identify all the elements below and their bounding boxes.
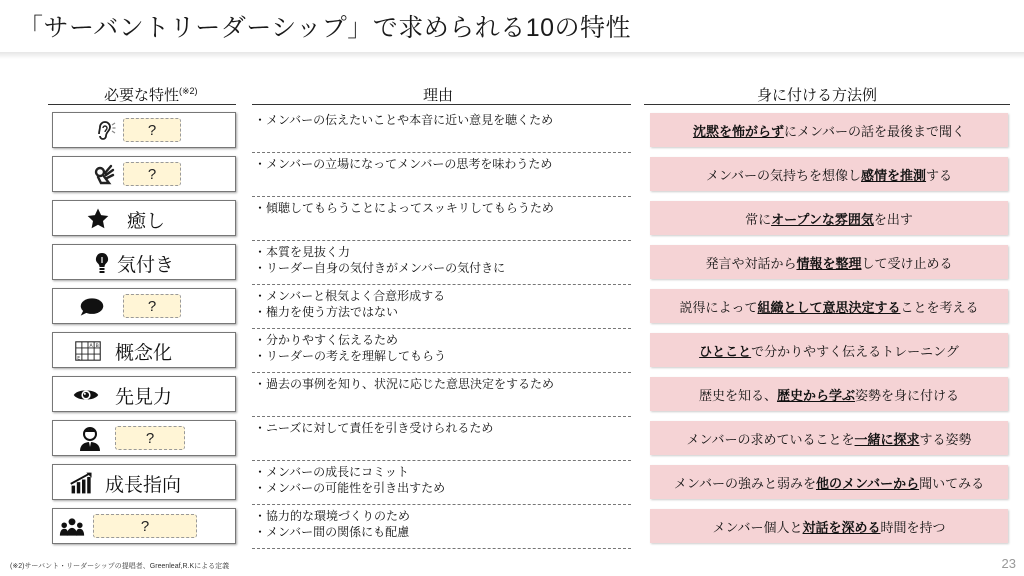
trait-row — [0, 152, 1024, 196]
speech-bubble-icon — [79, 295, 105, 319]
reason-item: ・権力を使う方法ではない — [254, 305, 399, 319]
trait-label: 先見力 — [115, 387, 173, 408]
method-text-post: する — [926, 167, 953, 183]
svg-text:E: E — [77, 356, 81, 362]
ear-icon — [91, 119, 117, 143]
method-box — [650, 201, 1008, 235]
method-box — [650, 289, 1008, 323]
trait-row — [0, 240, 1024, 284]
speech-bubble-icon — [79, 295, 105, 319]
title-divider — [0, 52, 1024, 59]
header-rule-traits — [48, 104, 236, 105]
trait-card — [52, 288, 236, 324]
reason-list — [254, 200, 554, 216]
trait-row — [0, 416, 1024, 460]
method-text-post: 聞いてみる — [919, 475, 985, 491]
method-emphasis: 組織として意思決定する — [757, 299, 901, 315]
header-method: 身に付ける方法例 — [757, 87, 878, 104]
reason-item: ・分かりやすく伝えるため — [254, 333, 399, 347]
trait-row — [0, 284, 1024, 328]
group-icon — [59, 515, 85, 539]
page-title: 「サーバントリーダーシップ」で求められる10の特性 — [18, 14, 632, 42]
row-separator — [252, 548, 631, 549]
trait-row — [0, 504, 1024, 548]
ok-hand-icon — [91, 163, 117, 187]
method-text-post: して受け止める — [861, 255, 953, 271]
method-text-post: を出す — [873, 211, 913, 227]
method-emphasis: 感情を推測 — [861, 167, 927, 183]
trait-row — [0, 460, 1024, 504]
reason-item: ・過去の事例を知り、状況に応じた意思決定をするため — [254, 377, 555, 391]
trait-card — [52, 200, 236, 236]
method-text-pre: 歴史を知る、 — [698, 387, 777, 403]
method-text-pre: メンバーの強みと弱みを — [673, 475, 816, 491]
reason-list — [254, 156, 552, 172]
header-traits-label: 必要な特性 — [104, 87, 180, 104]
trait-card — [52, 112, 236, 148]
trait-card — [52, 508, 236, 544]
reason-list — [254, 332, 446, 364]
reason-list — [254, 376, 554, 392]
header-traits — [104, 84, 198, 105]
method-text-pre: 発言や対話から — [705, 255, 797, 271]
method-emphasis: 歴史から学ぶ — [776, 387, 855, 403]
reason-item: ・メンバーの立場になってメンバーの思考を味わうため — [254, 157, 553, 171]
header-reason: 理由 — [423, 87, 454, 104]
header-rule-method — [644, 104, 1010, 105]
trait-card — [52, 244, 236, 280]
header-rule-reason — [252, 104, 631, 105]
method-text-post: で分かりやすく伝えるトレーニング — [751, 343, 959, 359]
method-emphasis: 対話を深める — [802, 519, 881, 535]
method-text-post: する姿勢 — [919, 431, 972, 447]
method-text-pre: メンバーの求めていることを — [686, 431, 855, 447]
trait-label: 気付き — [117, 255, 175, 276]
svg-text:A: A — [89, 344, 93, 350]
method-emphasis: オープンな雰囲気 — [771, 211, 874, 227]
trait-row — [0, 328, 1024, 372]
lightbulb-icon — [89, 251, 115, 275]
svg-text:B: B — [95, 344, 99, 350]
reason-item: ・メンバーの可能性を引き出すため — [254, 481, 446, 495]
star-icon — [85, 207, 111, 231]
page-number: 23 — [1001, 556, 1016, 571]
method-text-post: 姿勢を身に付ける — [855, 387, 960, 403]
star-icon — [86, 207, 110, 231]
method-emphasis: 情報を整理 — [796, 255, 862, 271]
growth-arrow-icon — [69, 470, 95, 496]
reason-list — [254, 244, 505, 276]
group-icon — [59, 515, 85, 539]
method-text-pre: メンバーの気持ちを想像し — [705, 167, 862, 183]
method-box — [650, 509, 1008, 543]
trait-row — [0, 108, 1024, 152]
method-text-post: にメンバーの話を最後まで聞く — [783, 123, 966, 139]
trait-card — [52, 156, 236, 192]
eye-icon — [73, 383, 99, 407]
trait-label: 概念化 — [115, 343, 173, 364]
method-emphasis: 沈黙を怖がらず — [692, 123, 784, 139]
trait-card — [52, 464, 236, 500]
reason-list — [254, 508, 410, 540]
hidden-trait-box: ? — [123, 162, 181, 186]
reason-item: ・メンバー間の関係にも配慮 — [254, 525, 410, 539]
method-emphasis: 他のメンバーから — [815, 475, 920, 491]
trait-card — [52, 420, 236, 456]
hidden-trait-box: ? — [115, 426, 185, 450]
person-icon — [77, 427, 103, 451]
hidden-trait-box: ? — [93, 514, 197, 538]
method-box — [650, 157, 1008, 191]
method-text-pre: メンバー個人と — [712, 519, 803, 535]
reason-list — [254, 420, 493, 436]
trait-row — [0, 372, 1024, 416]
method-box — [650, 465, 1008, 499]
method-box — [650, 245, 1008, 279]
reason-item: ・リーダーの考えを理解してもらう — [254, 349, 447, 363]
trait-card — [52, 332, 236, 368]
reason-list — [254, 464, 445, 496]
trait-label: 成長指向 — [105, 475, 182, 496]
reason-item: ・傾聴してもらうことによってスッキリしてもらうため — [254, 201, 554, 215]
grid-icon — [75, 338, 101, 364]
reason-item: ・本質を見抜く力 — [254, 245, 351, 259]
method-box — [650, 421, 1008, 455]
reason-item: ・メンバーの成長にコミット — [254, 465, 409, 479]
footnote: (※2)サーバント・リーダーシップの提唱者、Greenleaf,R.Kによる定義 — [10, 563, 230, 570]
ok-hand-icon — [91, 163, 117, 187]
reason-list — [254, 288, 445, 320]
method-emphasis: 一緒に探求 — [854, 431, 920, 447]
reason-item: ・ニーズに対して責任を引き受けられるため — [254, 421, 494, 435]
method-text-pre: 常に — [745, 211, 772, 227]
growth-arrow-icon — [69, 471, 95, 495]
lightbulb-icon — [93, 251, 111, 275]
method-text-post: 時間を持つ — [880, 519, 946, 535]
hidden-trait-box: ? — [123, 118, 181, 142]
reason-item: ・メンバーと根気よく合意形成する — [254, 289, 446, 303]
grid-icon — [75, 339, 101, 363]
method-text-post: ことを考える — [900, 299, 979, 315]
method-box — [650, 113, 1008, 147]
eye-icon — [73, 384, 99, 406]
hidden-trait-box: ? — [123, 294, 181, 318]
ear-icon — [91, 119, 117, 143]
trait-row — [0, 196, 1024, 240]
reason-item: ・メンバーの伝えたいことや本音に近い意見を聴くため — [254, 113, 554, 127]
reason-item: ・協力的な環境づくりのため — [254, 509, 411, 523]
method-text-pre: 説得によって — [679, 299, 758, 315]
header-traits-note: (※2) — [179, 86, 198, 96]
trait-card — [52, 376, 236, 412]
method-box — [650, 333, 1008, 367]
method-emphasis: ひとこと — [699, 343, 752, 359]
reason-item: ・リーダー自身の気付きがメンバーの気付きに — [254, 261, 506, 275]
reason-list — [254, 112, 553, 128]
method-box — [650, 377, 1008, 411]
trait-label: 癒し — [127, 211, 166, 232]
person-icon — [78, 426, 102, 452]
